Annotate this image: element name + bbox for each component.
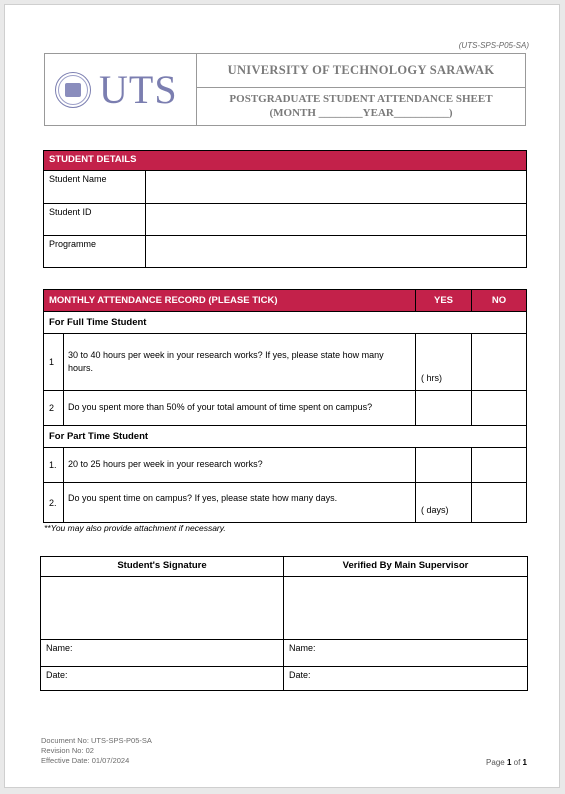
supervisor-signature-heading: Verified By Main Supervisor: [284, 557, 528, 577]
programme-label: Programme: [44, 236, 146, 268]
part-time-question-1: 20 to 25 hours per week in your research works?: [64, 448, 416, 483]
part-time-question-2: Do you spent time on campus? If yes, please state how many days.: [64, 483, 416, 523]
student-signature-heading: Student's Signature: [41, 557, 284, 577]
programme-field[interactable]: [146, 236, 527, 268]
full-time-heading: For Full Time Student: [44, 312, 527, 334]
student-name-line[interactable]: Name:: [41, 640, 284, 667]
sheet-title-line2: (MONTH ________YEAR__________): [269, 106, 453, 119]
student-signature-box[interactable]: [41, 577, 284, 640]
no-column-header: NO: [472, 290, 527, 312]
student-name-field[interactable]: [146, 171, 527, 204]
question-number: 2.: [44, 483, 64, 523]
full-time-q2-yes-cell[interactable]: [416, 391, 472, 426]
sheet-title: [197, 88, 525, 125]
question-number: 1: [44, 334, 64, 391]
student-details-heading: STUDENT DETAILS: [44, 151, 527, 171]
logo-text: UTS: [99, 66, 178, 112]
signature-table: [40, 556, 528, 691]
full-time-q1-no-cell[interactable]: [472, 334, 527, 391]
document-header: [44, 53, 526, 126]
reference-code: (UTS-SPS-P05-SA): [458, 41, 529, 50]
sheet-title-line1: POSTGRADUATE STUDENT ATTENDANCE SHEET: [229, 93, 493, 106]
logo-area: [45, 54, 197, 125]
page-word: Page: [486, 758, 505, 767]
attachment-note: **You may also provide attachment if necessary.: [44, 523, 226, 533]
student-id-label: Student ID: [44, 204, 146, 236]
part-time-q1-yes-cell[interactable]: [416, 448, 472, 483]
university-name: UNIVERSITY OF TECHNOLOGY SARAWAK: [197, 54, 525, 88]
document-page: [4, 4, 560, 788]
full-time-question-2: Do you spent more than 50% of your total amount of time spent on campus?: [64, 391, 416, 426]
supervisor-name-line[interactable]: Name:: [284, 640, 528, 667]
question-number: 1.: [44, 448, 64, 483]
yes-column-header: YES: [416, 290, 472, 312]
part-time-q2-no-cell[interactable]: [472, 483, 527, 523]
document-number: Document No: UTS-SPS-P05-SA: [41, 736, 152, 745]
university-seal-icon: [55, 72, 91, 108]
page-current: 1: [506, 758, 512, 767]
question-number: 2: [44, 391, 64, 426]
student-details-table: [43, 150, 527, 268]
supervisor-date-line[interactable]: Date:: [284, 667, 528, 691]
student-date-line[interactable]: Date:: [41, 667, 284, 691]
effective-date: Effective Date: 01/07/2024: [41, 756, 130, 766]
attendance-table: [43, 289, 527, 523]
part-time-q2-yes-cell[interactable]: ( days): [416, 483, 472, 523]
student-id-field[interactable]: [146, 204, 527, 236]
full-time-q1-yes-cell[interactable]: ( hrs): [416, 334, 472, 391]
page-of: of: [513, 758, 521, 767]
part-time-heading: For Part Time Student: [44, 426, 527, 448]
part-time-q1-no-cell[interactable]: [472, 448, 527, 483]
student-name-label: Student Name: [44, 171, 146, 204]
attendance-heading: MONTHLY ATTENDANCE RECORD (PLEASE TICK): [44, 290, 416, 312]
title-area: [197, 54, 525, 125]
page-total: 1: [522, 758, 527, 767]
full-time-q2-no-cell[interactable]: [472, 391, 527, 426]
page-number: [486, 758, 527, 767]
revision-number: Revision No: 02: [41, 746, 94, 756]
document-info: [41, 736, 152, 766]
supervisor-signature-box[interactable]: [284, 577, 528, 640]
full-time-question-1: 30 to 40 hours per week in your research works? If yes, please state how many hours.: [64, 334, 416, 391]
